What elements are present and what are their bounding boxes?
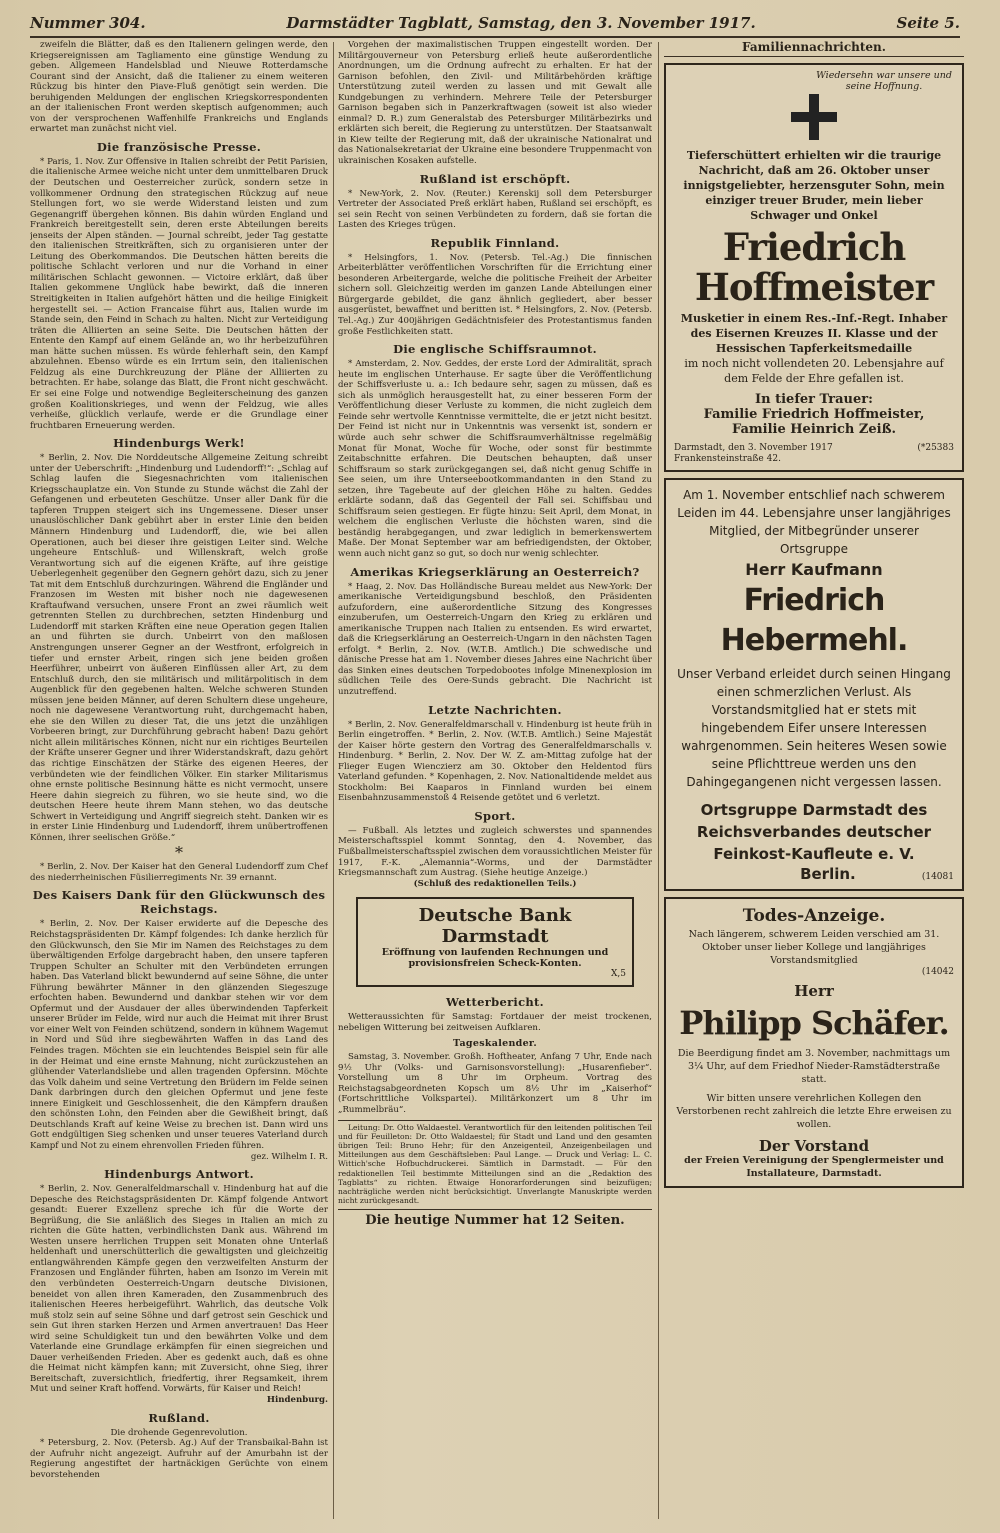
article-russia-exhausted: * New-York, 2. Nov. (Reuter.) Kerenskij soll dem Petersburger Vertreter der Associated Preß erklärt haben, Rußland sei erschöpft, es sei sein Recht von seinen Verbündeten zu fordern, daß sie fortan die Lasten des Krieges trügen. xyxy=(338,188,652,231)
obituary-hoffmeister xyxy=(664,63,964,472)
obituary-code: (14081 xyxy=(921,872,954,883)
page-header xyxy=(30,10,960,38)
obituary-code: (*25383 xyxy=(917,443,954,454)
iron-cross-icon xyxy=(789,92,839,142)
family-news-title: Familiennachrichten. xyxy=(664,40,964,57)
obituary-intro: Nach längerem, schwerem Leiden verschied am 31. Oktober unser lieber Kollege und langjähriges Vorstandsmitglied xyxy=(688,929,940,967)
article-kaiser-ludendorff: * Berlin, 2. Nov. Der Kaiser hat den General Ludendorff zum Chef des niederrheinischen Füsilierregiments Nr. 39 ernannt. xyxy=(30,862,328,883)
article-russia: * Petersburg, 2. Nov. (Petersb. Ag.) Auf der Transbaikal-Bahn ist der Aufruhr nicht angezeigt. Aufruhr auf der Amurbahn ist der Regierung angestiftet der hartnäckigen Gerüchte von einem bevorstehenden xyxy=(30,1438,328,1480)
obituary-title: Herr Kaufmann xyxy=(745,560,883,580)
heading-weather: Wetterbericht. xyxy=(446,995,544,1010)
heading-russia-exhausted: Rußland ist erschöpft. xyxy=(419,171,571,186)
heading-hindenburg-answer: Hindenburgs Antwort. xyxy=(104,1167,254,1182)
obituary-place: Darmstadt, den 3. November 1917 Frankensteinstraße 42. xyxy=(674,443,833,464)
obituary-city: Berlin. xyxy=(800,865,856,884)
heading-hindenburg-work: Hindenburgs Werk! xyxy=(113,436,245,451)
article-finland: * Helsingfors, 1. Nov. (Petersb. Tel.-Ag.) Die finnischen Arbeiterblätter veröffentlichen Vorschriften für die Errichtung einer besonderen Arbeitergarde, welche die politische Freiheit der Arbeiter sichern soll. Gleichzeitig werden im ganzen Lande Abteilungen einer Bürgergarde gebildet, die ganz ähnlich gegliedert, aber besser ausgerüstet, bewaffnet und beritten ist. * Helsingfors, 2. Nov. (Petersb. Tel.-Ag.) Zur 400jährigen Gedächtnisfeier des Protestantismus fanden große Festlichkeiten statt. xyxy=(338,252,652,337)
signature-wilhelm: gez. Wilhelm I. R. xyxy=(250,1151,328,1162)
article-latest-news: * Berlin, 2. Nov. Generalfeldmarschall v. Hindenburg ist heute früh in Berlin eingetroffen. * Berlin, 2. Nov. (W.T.B. Amtlich.) Seine Majestät der Kaiser hörte gestern den Vortrag des Generalfeldmarschalls v. Hindenburg. * Berlin, 2. Nov. Der W. Z. am-Mittag zufolge hat der Flieger Eugen Wienczierz am 30. Oktober den Heldentod fürs Vaterland gefunden. * Kopenhagen, 2. Nov. Nationaltidende meldet aus Stockholm: Bei Kaaparos in Finnland wurden bei einem Eisenbahnzusammenstoß 4 Reisende getötet und 6 verletzt. xyxy=(338,719,652,804)
article-sport: — Fußball. Als letztes und zugleich schwerstes und spannendes Meisterschaftsspiel kommt Sonntag, den 4. November, das Fußballmeisterschaftsspiel zwischen dem voraussichtlichen Meister für 1917, F.-K. „Alemannia“-Worms, und der Darmstädter Kriegsmannschaft zum Austrag. (Siehe heutige Anzeige.) xyxy=(338,825,652,879)
obituary-hebermehl xyxy=(664,478,964,891)
article-hindenburg-work: * Berlin, 2. Nov. Die Norddeutsche Allgemeine Zeitung schreibt unter der Ueberschrift: „Hindenburg und Ludendorff!“: „Schlag auf Schlag laufen die Siegesnachrichten vom italienischen Kriegsschauplatze ein. Von Stunde zu Stunde wächst die Zahl der Gefangenen und erbeuteten Geschütze. Unser aller Dank für die tapferen Truppen steigert sich ins Ungemessene. Dieser unser unauslöschlicher Dank gebührt aber in erster Linie den beiden Männern Hindenburg und Ludendorff, die, wie bei allen Operationen, auch bei dieser ihre geistigen Leiter sind. Welche ungeheure Entschluß- und Willenskraft, welch große Verantwortung sich auf die eigenen Kräfte, auf ihre geistige Ueberlegenheit gegenüber den Gegnern gehört dazu, sich zu jener Tat mit dem Entschluß durchzuringen. Während die Engländer und Franzosen im Westen mit bisher noch nie dagewesenen Kraftaufwand versuchen, unsere Front an zwei räumlich weit getrennten Stellen zu durchbrechen, setzten Hindenburg und Ludendorff mit starken Kräften eine neue Operation gegen Italien an und führten sie durch. Unbeirrt von den maßlosen Anstrengungen unserer Gegner an der Westfront, erfolgreich in tiefer und ernster Arbeit, ringen sich jene beiden großen Heerführer, unbeirrt von äußeren Einflüssen aller Art, zu dem Entschluß durch, den sie militärisch und militärpolitisch in dem Augenblick für den gegebenen halten. Welche schweren Stunden müssen jene beiden Männer, auf deren Schultern diese ungeheure, noch nie dagewesene Verantwortung ruht, durchgemacht haben, ehe sie den Willen zu dieser Tat, die uns jetzt die unzähligen Vorbeeren bringt, zur Durchführung gebracht haben! Dazu gehört nicht allein militärisches Können, nicht nur ein richtiges Beurteilen der Kräfte unserer Gegner und ihrer Widerstandskraft, dazu gehört das richtige Einschätzen der Stärke des eigenen Heeres, der verbündeten wie der feindlichen Völker. Ein starker Militarismus ohne ernste politische Besinnung hätte es nicht vermocht, unsere Heere dahin siegreich zu führen, wo sie heute sind, wo die deutschen Heere heute ihrem Mann stehen, wo das deutsche Schwert in Verteidigung und Angriff siegreich steht. Danken wir es in erster Linie Hindenburg und Ludendorff, ihrem unübertroffenen Können, ihrer seelischen Größe.“ xyxy=(30,453,328,843)
obituary-family-1: Familie Friedrich Hoffmeister, xyxy=(703,407,925,423)
heading-kaiser-thanks: Des Kaisers Dank für den Glückwunsch des Reichstags. xyxy=(32,888,326,917)
article-america: * Haag, 2. Nov. Das Holländische Bureau meldet aus New-York: Der amerikanische Verteidigungsbund beschloß, den Präsidenten aufzufordern, eine außerordentliche Sitzung des Kongresses einzuberufen, um Oesterreich-Ungarn den Krieg zu erklären und amerikanische Truppen nach Italien zu entsenden. Es wird erwartet, daß die Kriegserklärung an Oesterreich-Ungarn in den nächsten Tagen erfolgt. * Berlin, 2. Nov. (W.T.B. Amtlich.) Die schwedische und dänische Presse hat am 1. November dieses Jahres eine Nachricht über das Sinken eines deutschen Torpedobootes infolge Minenexplosion im südlichen Teile des Oere-Sunds gebracht. Die Nachricht ist unzutreffend. xyxy=(338,581,652,697)
obituary-name: Friedrich Hoffmeister xyxy=(694,225,934,310)
issue-number: Nummer 304. xyxy=(30,14,146,32)
heading-french-press: Die französische Presse. xyxy=(96,139,262,154)
article-calendar: Samstag, 3. November. Großh. Hoftheater, Anfang 7 Uhr, Ende nach 9½ Uhr (Volks- und Garnisonsvorstellung): „Husarenfieber“. Vorstellung um 8 Uhr im Orpheum. Vortrag des Reichstagsabgeordneten Kopsch um 8½ Uhr im „Kaiserhof“ (Fortschrittliche Volkspartei). Militärkonzert um 8 Uhr im „Rummelbräu“. xyxy=(338,1052,652,1116)
obituary-funeral: Die Beerdigung findet am 3. November, nachmittags um 3¼ Uhr, auf dem Friedhof Nieder-Ramstädterstraße statt. xyxy=(677,1047,951,1085)
ad-bank-title: Deutsche Bank Darmstadt xyxy=(418,905,572,948)
separator-star: * xyxy=(175,843,183,863)
page-count-footer: Die heutige Nummer hat 12 Seiten. xyxy=(338,1209,652,1228)
ad-bank-code: X,5 xyxy=(611,969,626,980)
obituary-intro: Am 1. November entschlief nach schwerem Leiden im 44. Lebensjahre unser langjähriges Mitglied, der Mitbegründer unserer Ortsgruppe xyxy=(677,488,951,557)
column-rule xyxy=(658,42,659,1519)
obituary-herr: Herr xyxy=(794,981,834,1000)
obituary-mourning: In tiefer Trauer: xyxy=(755,392,873,408)
death-notice-title: Todes-Anzeige. xyxy=(742,906,886,927)
heading-russia: Rußland. xyxy=(148,1410,210,1425)
obituary-text: Unser Verband erleidet durch seinen Hingang einen schmerzlichen Verlust. Als Vorstandsmitglied hat er stets mit hingebendem Eifer unsere Interessen wahrgenommen. Sein heiteres Wesen sowie seine Pflichttreue werden uns den Dahingegangenen nicht vergessen lassen. xyxy=(677,667,951,790)
obituary-intro: Tieferschüttert erhielten wir die traurige Nachricht, daß am 26. Oktober unser innigstgeliebter, herzensguter Sohn, mein einziger treuer Bruder, mein lieber Schwager und Onkel xyxy=(683,149,945,223)
imprint: Leitung: Dr. Otto Waldaestel. Verantwortlich für den leitenden politischen Teil und für Feuilleton: Dr. Otto Waldaestel; für Stadt und Land und den gesamten übrigen Teil: Bruno Hehr; für den Anzeigenteil, Anzeigenbeilagen und Mitteilungen aus dem Geschäftsleben: Paul Lange. — Druck und Verlag: L. C. Wittich'sche Hofbuchdruckerei. Sämtlich in Darmstadt. — Für den redaktionellen Teil bestimmte Mitteilungen sind an die „Redaktion des Tagblatts“ zu richten. Etwaige Honorarforderungen sind beizufügen; nachträgliche werden nicht berücksichtigt. Unverlangte Manuskripte werden nicht zurückgesandt. xyxy=(338,1120,652,1206)
obituary-request: Wir bitten unsere verehrlichen Kollegen den Verstorbenen recht zahlreich die letzte Ehre erweisen zu wollen. xyxy=(676,1092,952,1130)
column-rule xyxy=(333,42,334,1519)
obituary-name: Friedrich Hebermehl. xyxy=(720,583,908,659)
page-number: Seite 5. xyxy=(896,14,960,32)
obituary-rank: Musketier in einem Res.-Inf.-Regt. Inhaber des Eisernen Kreuzes II. Klasse und der Hessischen Tapferkeitsmedaille xyxy=(680,312,948,356)
masthead-date: Darmstädter Tagblatt, Samstag, den 3. November 1917. xyxy=(286,14,756,32)
column-3 xyxy=(664,40,964,1521)
obituary-name: Philipp Schäfer. xyxy=(679,1003,949,1042)
article-petersburg: Vorgehen der maximalistischen Truppen eingestellt worden. Der Militärgouverneur von Petersburg erließ heute außerordentliche Anordnungen, um die Ordnung aufrecht zu erhalten. Er hat der Garnison befohlen, den Zivil- und Militärbehörden kräftige Unterstützung zuteil werden zu lassen und mit Gewalt alle Kundgebungen zu verhindern. Mehrere Teile der Petersburger Garnison begaben sich in Panzerkraftwagen (soweit ist also wieder einmal? D. R.) zum Generalstab des Petersburger Militärbezirks und erklärten sich bereit, die Regierung zu unterstützen. Der Staatsanwalt in Kiew teilte der Regierung mit, daß der ukrainische Nationalrat und das Nationalsekretariat der Ukraine eine besondere Truppenmacht von ukrainischen Kosaken aufstelle. xyxy=(338,40,652,167)
subheading-counterrevolution: Die drohende Gegenrevolution. xyxy=(110,1427,248,1438)
article-hindenburg-answer: * Berlin, 2. Nov. Generalfeldmarschall v. Hindenburg hat auf die Depesche des Reichstagspräsidenten Dr. Kämpf folgende Antwort gesandt: Euerer Exzellenz spreche ich für die Worte der Begrüßung, die Sie anläßlich des Sieges in Italien an mich zu richten die Güte hatten, verbindlichsten Dank aus. Während im Westen unsere herrlichen Truppen seit Monaten ohne Unterlaß heldenhaft und unerschütterlich die gewaltigsten und gleichzeitig entlangwährenden Kämpfe gegen den verzweifelten Ansturm der Franzosen und Engländer führten, haben am Isonzo im Verein mit den verbündeten Oesterreich-Ungarn deutsche Divisionen, beneidet von allen ihren Kameraden, den Zusammenbruch des italienischen Heeres herbeigeführt. Wahrlich, das deutsche Volk muß stolz sein auf seine Söhne und darf getrost sein Geschick und sein Gut ihren starken Herzen und Armen anvertrauen! Das Heer wird seine Schuldigkeit tun und den bewährten Volke und dem Vaterlande eine Grundlage erkämpfen für einen siegreichen und Dauer verheißenden Frieden. Aber es gedenkt auch, daß es ohne die Heimat nicht kämpfen kann; mit Zuversicht, ohne Sieg, ihrer Bereitschaft, zuversichtlich, friedfertig, ihrer Regsamkeit, ihrem Mut und seiner Kraft hoffend. Vorwärts, für Kaiser und Reich! xyxy=(30,1184,328,1395)
obituary-motto: Wiedersehn war unsere und seine Hoffnung. xyxy=(816,70,952,92)
obituary-schaefer xyxy=(664,897,964,1188)
heading-america: Amerikas Kriegserklärung an Oesterreich? xyxy=(350,564,640,579)
obituary-age: im noch nicht vollendeten 20. Lebensjahre auf dem Felde der Ehre gefallen ist. xyxy=(684,357,944,386)
obituary-code: (14042 xyxy=(921,967,954,978)
heading-sport: Sport. xyxy=(474,808,516,823)
obituary-org: Ortsgruppe Darmstadt des Reichsverbandes deutscher Feinkost-Kaufleute e. V. xyxy=(696,801,932,864)
article-italy-intro: zweifeln die Blätter, daß es den Italienern gelingen werde, den Kriegsereignissen am Tagliamento eine günstige Wendung zu geben. Allgemeen Handelsblad und Nieuwe Rotterdamsche Courant sind der Ansicht, daß die Italiener zu einem weiteren Rückzug bis hinter den Piave-Fluß genötigt sein werden. Die beruhigenden Meldungen der englischen Kriegskorrespondenten an der italienischen Front werden skeptisch aufgenommen; auch von der versprochenen Waffenhilfe Frankreichs und Englands erwartet man zunächst nicht viel. xyxy=(30,40,328,135)
ad-deutsche-bank xyxy=(356,897,634,987)
signature-hindenburg: Hindenburg. xyxy=(266,1394,328,1405)
heading-latest-news: Letzte Nachrichten. xyxy=(428,702,562,717)
heading-finland: Republik Finnland. xyxy=(430,235,560,250)
heading-shipping: Die englische Schiffsraumnot. xyxy=(393,342,597,357)
obituary-org: der Freien Vereinigung der Spenglermeister und Installateure, Darmstadt. xyxy=(684,1154,944,1179)
article-kaiser-thanks: * Berlin, 2. Nov. Der Kaiser erwiderte auf die Depesche des Reichstagspräsidenten Dr. Kämpf folgendes: Ich danke herzlich für den Glückwunsch, den Sie Mir im Namen des Reichstages zu dem überwältigenden Erfolge dargebracht haben, den unsere tapferen Truppen Schulter an Schulter mit den Verbündeten errungen haben. Das Vaterland blickt bewundernd auf seine Söhne, die unter Führung bewährter Männer in den glänzenden Siegeszuge erfochten haben. Bewundernd und dankbar stehen wir vor dem Opfermut und der Ausdauer der alles überwindenden Tapferkeit unserer Brüder im Felde, wird nur auch die Heimat mit ihrer Brust vor einer Welt von Feinden schützend, sondern in kühnem Wagemut in Nord und Süd ihre siegbewährten Waffen in das Land des Feindes tragen. Möchten sie ein leuchtendes Beispiel sein für alle in der Heimat und eine ernste Mahnung, nicht zurückzustehen an glühender Vaterlandsliebe und allen tragenden Opfersinn. Möchte das Volk daheim und seine Vertretung den Brüdern im Felde seinen Dank darbringen durch den gleichen Opfermut und jene feste innere Einigkeit und Geschlossenheit, die den Kämpfern draußen den schönsten Lohn, den Feinden aber die Gewißheit bringt, daß Deutschlands Kraft auf keine Weise zu brechen ist. Dann wird uns Gott endgültigen Sieg schenken und unser teueres Vaterland durch Kampf und Not zu einem ehrenvollen Frieden führen. xyxy=(30,919,328,1151)
obituary-board: Der Vorstand xyxy=(758,1136,870,1155)
article-weather: Wetteraussichten für Samstag: Fortdauer der meist trockenen, nebeligen Witterung bei zeitweisen Aufklaren. xyxy=(338,1012,652,1033)
obituary-family-2: Familie Heinrich Zeiß. xyxy=(731,422,897,438)
column-1 xyxy=(30,40,328,1521)
article-french-press: * Paris, 1. Nov. Zur Offensive in Italien schreibt der Petit Parisien, die italienische Armee weiche nicht unter dem unmittelbaren Druck der Deutschen und Oesterreicher zurück, sondern setze in vollkommener Ordnung den strategischen Rückzug auf neue Stellungen fort, wo sie werde Widerstand leisten und zum Gegenangriff übergehen können. Bis dahin würden England und Frankreich bereitgestellt sein, deren erste Abteilungen bereits jenseits der Alpen ständen. — Journal schreibt, jeder Tag gestatte den italienischen Streitkräften, sich zu organisieren unter der Leitung des Oberkommandos. Die Deutschen hätten bereits die politische Schlacht verloren und nur die Vorhand in einer militärischen Schlacht gewonnen. — Victoire erklärt, daß über Italien gekommene Unglück habe bewirkt, daß die inneren Streitigkeiten in Italien aufgehört hätten und die heilige Einigkeit hergestellt sei. — Action Francaise führt aus, Italien wurde im Stande sein, den Feind in Schach zu halten. Nicht zur Verteidigung träten die Alliierten an seine Seite. Die Deutschen hätten der Entente den Kampf auf einem Gelände an, wo ihr herbeizuführen man hätte suchen müssen. Es würde fehlerhaft sein, den Kampf abzulehnen. Ebenso würde es ein Irrtum sein, den italienischen Feldzug als eine Durchkreuzung der Pläne der Alliierten zu betrachten. Er habe, solange das Blatt, die Front nicht geschwächt. Er sei eine Folge und notwendige Begleiterscheinung des ganzen großen Koalitionskrieges, und wenn der Feldzug, wie alles verheiße, glücklich verlaufe, werde er die Grundlage einer fruchtbaren Erneuerung werden. xyxy=(30,156,328,431)
editorial-end: (Schluß des redaktionellen Teils.) xyxy=(413,878,577,889)
article-shipping: * Amsterdam, 2. Nov. Geddes, der erste Lord der Admiralität, sprach heute im englischen Unterhause. Er sagte über die Veröffentlichung der Schiffsverluste u. a.: Ich bedaure sehr, sagen zu müssen, daß es sich als unmöglich herausgestellt hat, zu einer besseren Form der Veröffentlichung dieser Verluste zu kommen, die nicht zugleich dem Feinde sehr wertvolle Kenntnisse vermittelte, die er jetzt nicht besitzt. Der Feind ist nicht nur in Unkenntnis was versenkt ist, sondern er würde auch sehr schwer die Schiffsraumverhältnisse regelmäßig Monat für Monat, Woche für Woche, oder sonst für bestimmte Zeitabschnitte erfahren. Die Deutschen behaupten, daß unser Schiffsraum so stark zurückgegangen sei, daß nicht genug Schiffe in See seien, um ihre Unterseebootkommandanten in den Stand zu setzen, ihre Tagebeute auf der gleichen Höhe zu halten. Geddes erklärte sodann, daß das Gegenteil der Fall sei. Schiffsbau und Schiffsraum seien gestiegen. Er fügte hinzu: Seit April, dem Monat, in welchem die englischen Verluste die höchsten waren, sind die beständig herabgegangen, und zwar lediglich in bemerkenswertem Maße. Der Monat September war am befriedigendsten, der Oktober, wenn auch nicht ganz so gut, so doch nur wenig schlechter. xyxy=(338,359,652,559)
ad-bank-subtitle: Eröffnung von laufenden Rechnungen und provisionsfreien Scheck-Konten. xyxy=(381,947,609,970)
heading-calendar: Tageskalender. xyxy=(453,1038,537,1050)
column-2 xyxy=(338,40,652,1521)
